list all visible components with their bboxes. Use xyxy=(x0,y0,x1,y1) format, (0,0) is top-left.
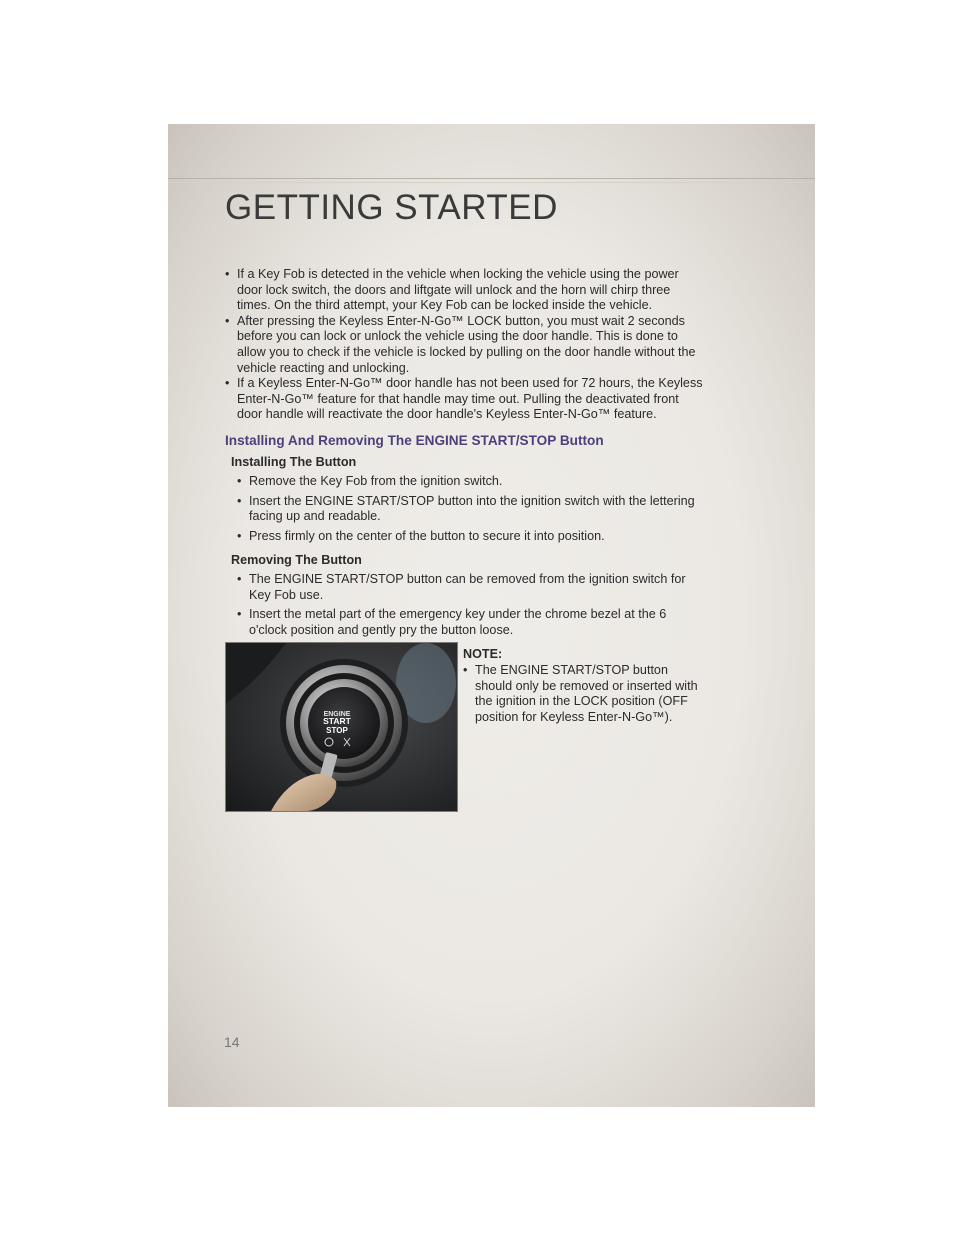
list-item-text: The ENGINE START/STOP button can be removed from the ignition switch for Key Fob use. xyxy=(249,572,686,602)
page-body xyxy=(225,267,703,814)
list-item: • The ENGINE START/STOP button can be removed from the ignition switch for Key Fob use. xyxy=(237,572,686,602)
list-item-text: If a Keyless Enter-N-Go™ door handle has not been used for 72 hours, the Keyless Enter-N-Go™ feature for that handle may time out. Pulling the deactivated front door handle will reactivate the door handle's Keyless Enter-N-Go™ feature. xyxy=(237,376,703,422)
section-heading: Installing And Removing The ENGINE START/STOP Button xyxy=(225,432,604,448)
list-item-text: Remove the Key Fob from the ignition switch. xyxy=(249,474,503,489)
list-item-text: Insert the ENGINE START/STOP button into the ignition switch with the lettering facing up and readable. xyxy=(249,493,695,524)
ignition-button-illustration xyxy=(226,643,457,811)
manual-page xyxy=(168,124,815,1107)
page-number: 14 xyxy=(224,1034,240,1050)
list-item: • If a Keyless Enter-N-Go™ door handle has not been used for 72 hours, the Keyless Enter-N-Go™ feature for that handle may time out. Pulling the deactivated front door handle will reactivate the door handle's Keyless Enter-N-Go™ feature. xyxy=(225,376,703,422)
list-item: • If a Key Fob is detected in the vehicle when locking the vehicle using the power door lock switch, the doors and liftgate will unlock and the horn will chirp three times. On the third attempt, your Key Fob can be locked inside the vehicle. xyxy=(225,267,679,313)
list-item: • Remove the Key Fob from the ignition switch. xyxy=(237,474,503,489)
list-item-text: Insert the metal part of the emergency key under the chrome bezel at the 6 o'clock position and gently pry the button loose. xyxy=(249,607,667,637)
removing-heading: Removing The Button xyxy=(231,552,362,567)
list-item-text: If a Key Fob is detected in the vehicle when locking the vehicle using the power door lock switch, the doors and liftgate will unlock and the horn will chirp three times. On the third attempt, your Key Fob can be locked inside the vehicle. xyxy=(237,267,679,313)
photo-note-row xyxy=(225,642,703,814)
note-text: The ENGINE START/STOP button should only be removed or inserted with the ignition in the LOCK position (OFF position for Keyless Enter-N-Go™). xyxy=(475,663,698,724)
intro-bullet-list xyxy=(225,267,703,423)
note-list xyxy=(463,663,703,725)
note-label: NOTE: xyxy=(463,647,503,662)
page-title: GETTING STARTED xyxy=(225,188,558,227)
button-label-stop: STOP xyxy=(326,726,348,736)
removing-list xyxy=(225,572,703,638)
list-item: • Press firmly on the center of the button to secure it into position. xyxy=(237,528,605,543)
list-item: • After pressing the Keyless Enter-N-Go™ LOCK button, you must wait 2 seconds before you can lock or unlock the vehicle using the door handle. This is done to allow you to check if the vehicle is locked by pulling on the door handle without the vehicle reacting and unlocking. xyxy=(225,313,696,375)
note-block xyxy=(463,647,703,725)
list-item: • Insert the ENGINE START/STOP button into the ignition switch with the lettering facing up and readable. xyxy=(237,493,695,524)
header-rule-secondary xyxy=(168,182,815,183)
list-item: • The ENGINE START/STOP button should only be removed or inserted with the ignition in the LOCK position (OFF position for Keyless Enter-N-Go™). xyxy=(463,663,698,724)
installing-heading: Installing The Button xyxy=(231,454,357,469)
list-item: • Insert the metal part of the emergency key under the chrome bezel at the 6 o'clock position and gently pry the button loose. xyxy=(237,607,667,637)
button-label-engine: ENGINE xyxy=(323,711,351,719)
engine-start-stop-photo xyxy=(225,642,458,812)
header-rule xyxy=(168,178,815,179)
list-item-text: After pressing the Keyless Enter-N-Go™ LOCK button, you must wait 2 seconds before you can lock or unlock the vehicle using the door handle. This is done to allow you to check if the vehicle is locked by pulling on the door handle without the vehicle reacting and unlocking. xyxy=(237,313,696,375)
installing-list xyxy=(225,474,703,544)
list-item-text: Press firmly on the center of the button to secure it into position. xyxy=(249,528,605,543)
button-label-start: START xyxy=(323,716,351,727)
